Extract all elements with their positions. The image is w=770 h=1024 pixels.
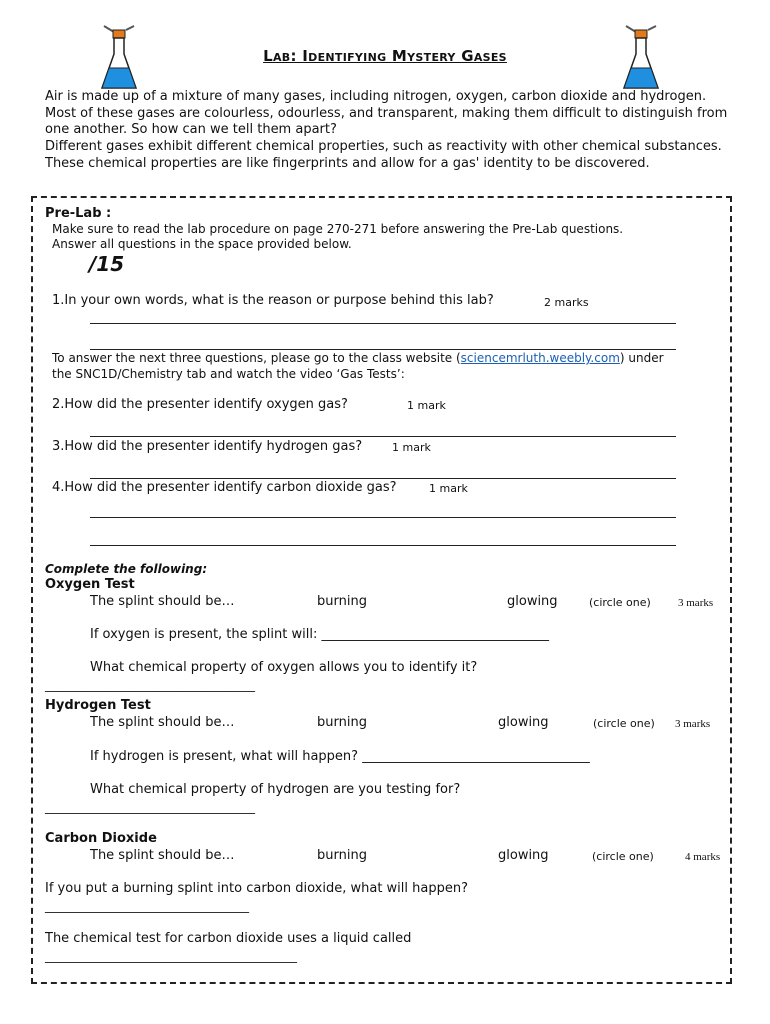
- hydrogen-option-glowing[interactable]: glowing: [498, 715, 549, 730]
- answer-line[interactable]: [90, 349, 676, 350]
- prelab-instruction: Make sure to read the lab procedure on page 270-271 before answering the Pre-Lab questions.: [52, 222, 624, 236]
- hydrogen-marks: 3 marks: [675, 718, 711, 730]
- co2-test-heading: Carbon Dioxide: [45, 831, 157, 846]
- website-link[interactable]: sciencemrluth.weebly.com: [460, 351, 620, 365]
- oxygen-answer-line[interactable]: ___________________________________: [45, 678, 255, 692]
- complete-heading: Complete the following:: [45, 562, 208, 576]
- co2-answer-line[interactable]: __________________________________: [45, 899, 249, 913]
- question-1-marks: 2 marks: [544, 296, 589, 309]
- score-total: /15: [89, 252, 125, 276]
- oxygen-present-question: If oxygen is present, the splint will: ___________________________________: [90, 627, 549, 642]
- prelab-box: [31, 196, 732, 984]
- website-instruction-line2: the SNC1D/Chemistry tab and watch the video ‘Gas Tests’:: [52, 367, 405, 381]
- question-3: 3.How did the presenter identify hydrogen gas?: [52, 439, 363, 454]
- co2-liquid-question: The chemical test for carbon dioxide uses a liquid called: [45, 931, 412, 946]
- answer-line[interactable]: [90, 436, 676, 437]
- hydrogen-answer-line[interactable]: ___________________________________: [45, 800, 255, 814]
- intro-text: [45, 89, 735, 173]
- answer-line[interactable]: [90, 478, 676, 479]
- question-4: 4.How did the presenter identify carbon dioxide gas?: [52, 480, 397, 495]
- hydrogen-splint-prompt: The splint should be…: [90, 715, 235, 730]
- prelab-heading: Pre-Lab :: [45, 206, 112, 221]
- co2-option-glowing[interactable]: glowing: [498, 848, 549, 863]
- question-4-marks: 1 mark: [429, 482, 468, 495]
- co2-option-burning[interactable]: burning: [317, 848, 367, 863]
- circle-one-label: (circle one): [592, 850, 654, 863]
- answer-line[interactable]: [90, 545, 676, 546]
- co2-splint-prompt: The splint should be…: [90, 848, 235, 863]
- question-2: 2.How did the presenter identify oxygen gas?: [52, 397, 348, 412]
- question-2-marks: 1 mark: [407, 399, 446, 412]
- page-title: Lab: Identifying Mystery Gases: [263, 47, 507, 65]
- circle-one-label: (circle one): [593, 717, 655, 730]
- oxygen-splint-prompt: The splint should be…: [90, 594, 235, 609]
- prelab-instruction: Answer all questions in the space provided below.: [52, 237, 352, 251]
- website-text: To answer the next three questions, please go to the class website (: [52, 351, 461, 365]
- oxygen-marks: 3 marks: [678, 597, 714, 609]
- website-text: ) under: [619, 351, 664, 365]
- oxygen-test-heading: Oxygen Test: [45, 577, 135, 592]
- circle-one-label: (circle one): [589, 596, 651, 609]
- intro-paragraph: Air is made up of a mixture of many gases, including nitrogen, oxygen, carbon dioxide and hydrogen. Most of these gases are colourless, odourless, and transparent, making them difficult to distinguish from one another. So how can we tell them apart?: [45, 89, 728, 138]
- co2-liquid-answer-line[interactable]: __________________________________________: [45, 949, 297, 963]
- question-1: 1.In your own words, what is the reason or purpose behind this lab?: [52, 293, 494, 308]
- co2-marks: 4 marks: [685, 851, 721, 863]
- oxygen-option-glowing[interactable]: glowing: [507, 594, 558, 609]
- answer-line[interactable]: [90, 323, 676, 324]
- co2-burning-question: If you put a burning splint into carbon dioxide, what will happen?: [45, 881, 469, 896]
- hydrogen-present-question: If hydrogen is present, what will happen? ___________________________________: [90, 749, 590, 764]
- intro-paragraph: Different gases exhibit different chemical properties, such as reactivity with other chemical substances. These chemical properties are like fingerprints and allow for a gas' identity to be discovered.: [45, 139, 722, 171]
- oxygen-option-burning[interactable]: burning: [317, 594, 367, 609]
- answer-line[interactable]: [90, 517, 676, 518]
- question-3-marks: 1 mark: [392, 441, 431, 454]
- hydrogen-property-question: What chemical property of hydrogen are you testing for?: [90, 782, 461, 797]
- oxygen-property-question: What chemical property of oxygen allows you to identify it?: [90, 660, 478, 675]
- website-instruction: [52, 351, 664, 365]
- hydrogen-test-heading: Hydrogen Test: [45, 698, 151, 713]
- hydrogen-option-burning[interactable]: burning: [317, 715, 367, 730]
